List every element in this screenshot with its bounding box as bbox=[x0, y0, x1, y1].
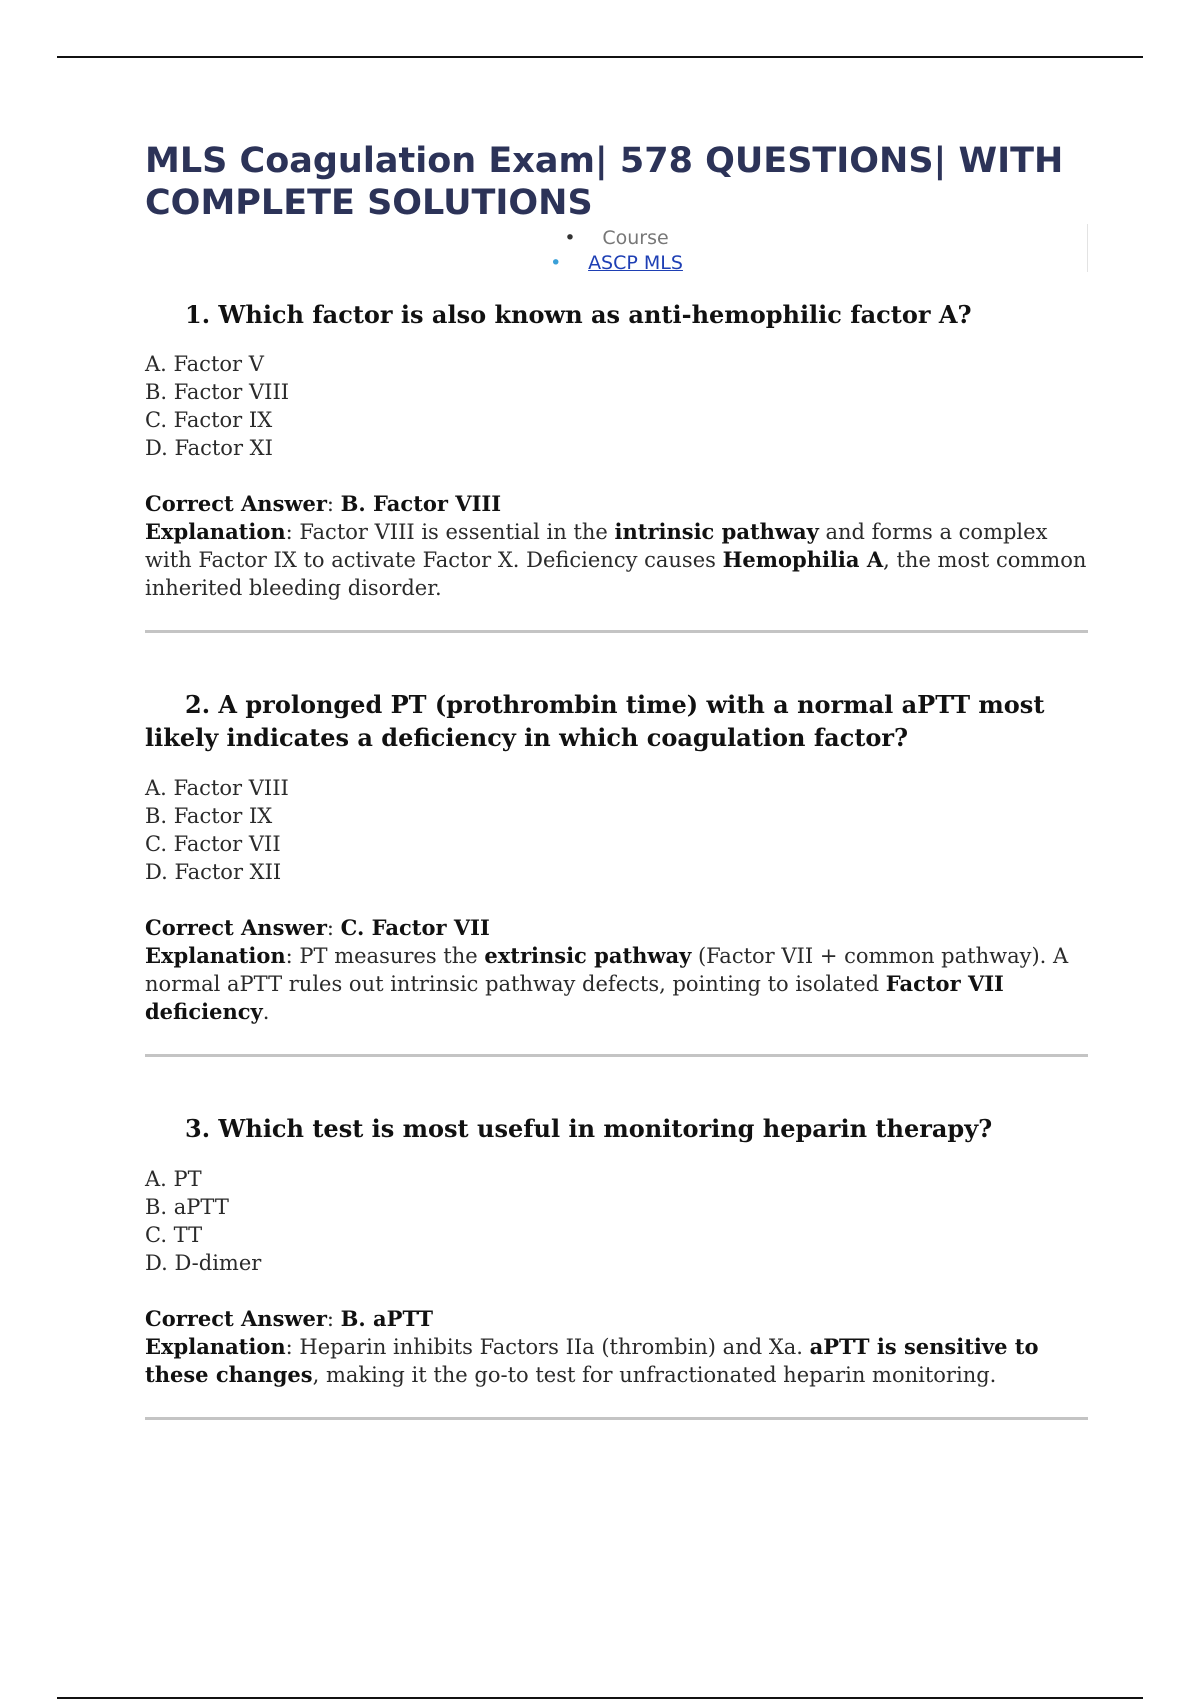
bullet-icon: • bbox=[564, 227, 576, 249]
course-link[interactable]: ASCP MLS bbox=[588, 252, 683, 274]
option-d: D. D-dimer bbox=[145, 1251, 262, 1275]
explanation-text: , making it the go-to test for unfractionated heparin monitoring. bbox=[312, 1363, 997, 1387]
meta-list bbox=[145, 226, 1088, 276]
question-2 bbox=[145, 688, 1088, 1057]
correct-answer-value: B. aPTT bbox=[340, 1306, 433, 1331]
option-c: C. TT bbox=[145, 1223, 203, 1247]
colon: : bbox=[326, 916, 341, 940]
correct-answer-label: Correct Answer bbox=[145, 1306, 327, 1331]
correct-answer-value: B. Factor VIII bbox=[340, 491, 502, 516]
explanation-text: and forms a complex with Factor IX to activate Factor X. Deficiency causes bbox=[145, 520, 1048, 572]
colon: : bbox=[326, 1307, 341, 1331]
explanation-text: Factor VIII is essential in the bbox=[299, 520, 615, 544]
correct-answer-label: Correct Answer bbox=[145, 491, 327, 516]
section-divider bbox=[145, 630, 1088, 633]
top-rule bbox=[57, 56, 1143, 58]
explanation-emphasis: intrinsic pathway bbox=[614, 519, 819, 544]
option-a: A. Factor V bbox=[145, 352, 264, 376]
correct-answer bbox=[145, 490, 1088, 518]
correct-answer-label: Correct Answer bbox=[145, 915, 327, 940]
explanation-text: (Factor VII + common pathway). A normal aPTT rules out intrinsic pathway defects, pointing to isolated bbox=[145, 944, 1069, 996]
course-label: Course bbox=[602, 227, 669, 249]
colon: : bbox=[285, 1335, 300, 1359]
option-b: B. aPTT bbox=[145, 1195, 229, 1219]
question-title: 3. Which test is most useful in monitoring heparin therapy? bbox=[185, 1114, 993, 1143]
explanation bbox=[145, 942, 1088, 1026]
question-3 bbox=[145, 1112, 1088, 1420]
document-body bbox=[145, 140, 1088, 1420]
question-title: 1. Which factor is also known as anti-hemophilic factor A? bbox=[185, 300, 972, 329]
explanation bbox=[145, 518, 1088, 602]
colon: : bbox=[285, 944, 300, 968]
document-title: MLS Coagulation Exam| 578 QUESTIONS| WITH COMPLETE SOLUTIONS bbox=[145, 141, 1064, 223]
section-divider bbox=[145, 1417, 1088, 1420]
colon: : bbox=[326, 492, 341, 516]
option-a: A. Factor VIII bbox=[145, 776, 289, 800]
option-c: C. Factor IX bbox=[145, 408, 273, 432]
explanation-emphasis: aPTT is sensitive to these changes bbox=[145, 1334, 1039, 1387]
meta-item-course bbox=[145, 226, 1088, 251]
option-b: B. Factor IX bbox=[145, 804, 273, 828]
explanation-emphasis: Hemophilia A bbox=[722, 547, 884, 572]
option-c: C. Factor VII bbox=[145, 832, 281, 856]
explanation bbox=[145, 1333, 1088, 1389]
option-d: D. Factor XI bbox=[145, 436, 273, 460]
explanation-emphasis: Factor VII deficiency bbox=[145, 971, 1004, 1024]
options-list bbox=[145, 350, 1088, 462]
option-d: D. Factor XII bbox=[145, 860, 282, 884]
explanation-label: Explanation bbox=[145, 1334, 286, 1359]
explanation-text: PT measures the bbox=[299, 944, 485, 968]
question-1 bbox=[145, 298, 1088, 633]
correct-answer-value: C. Factor VII bbox=[340, 915, 490, 940]
option-a: A. PT bbox=[145, 1167, 202, 1191]
meta-item-link bbox=[145, 251, 1088, 276]
bullet-icon: • bbox=[550, 252, 562, 274]
explanation-label: Explanation bbox=[145, 519, 286, 544]
correct-answer bbox=[145, 1305, 1088, 1333]
explanation-text: Heparin inhibits Factors IIa (thrombin) and Xa. bbox=[299, 1335, 810, 1359]
bottom-rule bbox=[57, 1697, 1143, 1699]
question-title: 2. A prolonged PT (prothrombin time) with a normal aPTT most likely indicates a deficiency in which coagulation factor? bbox=[145, 690, 1045, 752]
explanation-text: , the most common inherited bleeding disorder. bbox=[145, 548, 1087, 600]
colon: : bbox=[285, 520, 300, 544]
explanation-label: Explanation bbox=[145, 943, 286, 968]
option-b: B. Factor VIII bbox=[145, 380, 290, 404]
course-meta bbox=[145, 226, 1088, 278]
correct-answer bbox=[145, 914, 1088, 942]
section-divider bbox=[145, 1054, 1088, 1057]
options-list bbox=[145, 1165, 1088, 1277]
explanation-text: . bbox=[262, 1000, 270, 1024]
meta-divider bbox=[1087, 224, 1088, 272]
options-list bbox=[145, 774, 1088, 886]
explanation-emphasis: extrinsic pathway bbox=[484, 943, 692, 968]
